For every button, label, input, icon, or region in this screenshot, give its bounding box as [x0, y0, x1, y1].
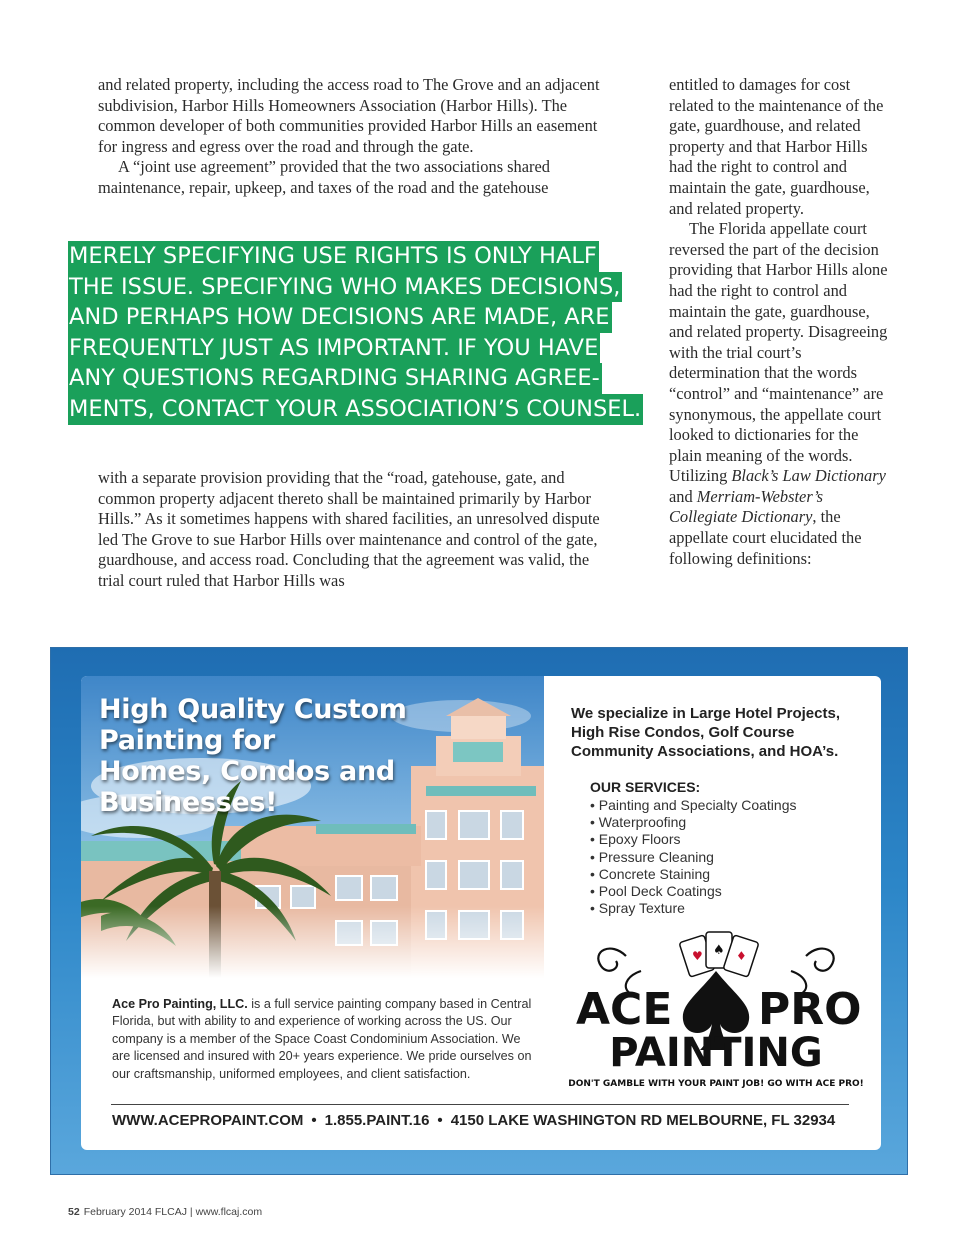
page-folio	[68, 1206, 262, 1218]
pull-quote	[68, 241, 642, 425]
article-paragraph: A “joint use agreement” provided that the two associations shared maintenance, repair, upkeep, and taxes of the road and the gatehouse	[98, 157, 550, 197]
pull-quote-line: MENTS, CONTACT YOUR ASSOCIATION’S COUNSEL.	[68, 394, 643, 425]
ad-divider	[111, 1104, 849, 1105]
service-item: • Epoxy Floors	[590, 831, 871, 848]
service-item: • Painting and Specialty Coatings	[590, 797, 871, 814]
svg-text:♠: ♠	[713, 943, 725, 958]
ad-services-panel	[571, 704, 871, 917]
services-title: OUR SERVICES:	[590, 779, 701, 795]
logo-word-ace: ACE	[576, 984, 673, 1035]
ad-headline-line: Homes, Condos and Businesses!	[99, 756, 395, 818]
company-description	[112, 996, 542, 1083]
pull-quote-line: ANY QUESTIONS REGARDING SHARING AGREE-	[68, 363, 602, 394]
article-paragraph: with a separate provision providing that the “road, gatehouse, gate, and common property adjacent thereto shall be maintained primarily by Harbor Hills.” As it sometimes happens with shared facilities, an unresolved dispute led The Grove to sue Harbor Hills over maintenance and control of the gate, guardhouse, and access road. Concluding that the agreement was valid, the trial court ruled that Harbor Hills was	[98, 468, 600, 590]
service-item: • Pool Deck Coatings	[590, 883, 871, 900]
folio-divider: |	[189, 1206, 193, 1218]
company-text: is a full service painting company based in Central Florida, but with ability to and experience of working across the US. Our company is a member of the Space Coast Condominium Association. We are licensed and insured with 20+ years experience. We pride ourselves on our craftsmanship, uniformed employees, and client satisfaction.	[112, 997, 532, 1081]
specialize-statement: We specialize in Large Hotel Projects, High Rise Condos, Golf Course Community Associations, and HOA’s.	[571, 705, 840, 760]
citation-blacks-law: Black’s Law Dictionary	[731, 466, 886, 486]
pull-quote-line: THE ISSUE. SPECIFYING WHO MAKES DECISIONS,	[68, 272, 622, 303]
issue-label: February 2014 FLCAJ	[83, 1206, 187, 1218]
article-column-left-top	[98, 75, 613, 199]
ad-headline	[99, 694, 539, 818]
service-item: • Pressure Cleaning	[590, 849, 871, 866]
pull-quote-line: AND PERHAPS HOW DECISIONS ARE MADE, ARE	[68, 302, 612, 333]
service-item: • Waterproofing	[590, 814, 871, 831]
site-url: www.flcaj.com	[195, 1206, 263, 1218]
svg-text:♥: ♥	[692, 949, 703, 963]
logo-tagline: DON'T GAMBLE WITH YOUR PAINT JOB! GO WITH ACE PRO!	[568, 1079, 864, 1089]
company-name: Ace Pro Painting, LLC.	[112, 997, 248, 1011]
ace-pro-logo	[566, 926, 866, 1091]
pull-quote-line: MERELY SPECIFYING USE RIGHTS IS ONLY HALF	[68, 241, 599, 272]
ad-contact-bar	[112, 1112, 872, 1129]
article-column-left-bottom	[98, 468, 613, 592]
ad-headline-line: High Quality Custom Painting for	[99, 694, 407, 756]
article-column-right	[669, 75, 894, 569]
ad-phone: 1.855.PAINT.16	[324, 1112, 430, 1129]
article-paragraph: entitled to damages for cost related to the maintenance of the gate, guardhouse, and related property and that Harbor Hills had the right to control and maintain the gate, guardhouse, and related property.	[669, 75, 884, 218]
bullet-separator: •	[437, 1112, 443, 1129]
article-paragraph: and related property, including the access road to The Grove and an adjacent subdivision, Harbor Hills Homeowners Association (Harbor Hills). The common developer of both communities provided Harbor Hills an easement for ingress and egress over the road and through the gate.	[98, 75, 600, 156]
services-list	[590, 797, 871, 917]
article-paragraph: The Florida appellate court reversed the part of the decision providing that Harbor Hills alone had the right to control and maintain the gate, guardhouse, and related property. Disagreeing with the trial court’s determination that the words “control” and “maintenance” are synonymous, the appellate court looked to dictionaries for the plain meaning of the words. Utilizing Black’s Law Dictionary and Merriam-Webster’s Collegiate Dictionary, the appellate court elucidated the following definitions:	[669, 219, 888, 568]
pull-quote-line: FREQUENTLY JUST AS IMPORTANT. IF YOU HAVE	[68, 333, 600, 364]
bullet-separator: •	[311, 1112, 317, 1129]
ad-website: WWW.ACEPROPAINT.COM	[112, 1112, 304, 1129]
ad-address: 4150 LAKE WASHINGTON RD MELBOURNE, FL 32934	[450, 1112, 836, 1129]
logo-word-painting: PAINTING	[609, 1030, 823, 1076]
service-item: • Spray Texture	[590, 900, 871, 917]
service-item: • Concrete Staining	[590, 866, 871, 883]
logo-word-pro: PRO	[758, 984, 862, 1035]
page-number: 52	[68, 1206, 80, 1218]
svg-text:♦: ♦	[736, 949, 747, 963]
citation-merriam-webster: Merriam-Webster’s Collegiate Dictionary	[669, 486, 824, 527]
advertisement	[50, 647, 908, 1175]
ad-card	[81, 676, 881, 1150]
